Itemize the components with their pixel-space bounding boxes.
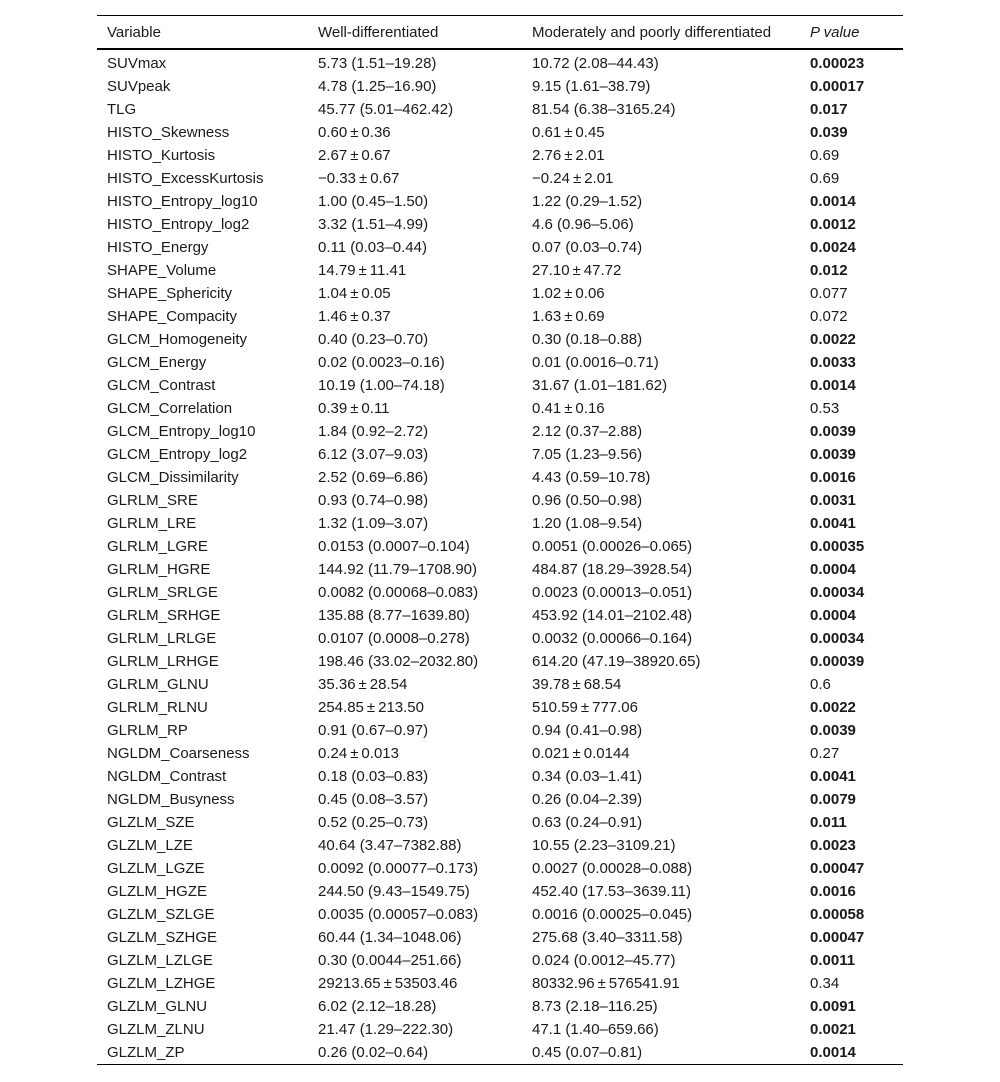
table-row xyxy=(97,489,903,512)
table-row xyxy=(97,190,903,213)
cell-well-differentiated: 0.26 (0.02–0.64) xyxy=(318,1041,532,1065)
table-row xyxy=(97,880,903,903)
cell-moderately-poorly-differentiated: 1.02 ± 0.06 xyxy=(532,285,605,302)
cell-variable: GLRLM_GLNU xyxy=(107,676,209,693)
cell-moderately-poorly-differentiated: 0.01 (0.0016–0.71) xyxy=(532,354,659,371)
table-row xyxy=(97,949,903,972)
cell-moderately-poorly-differentiated: 4.6 (0.96–5.06) xyxy=(532,216,634,233)
cell-variable: SHAPE_Volume xyxy=(107,262,217,279)
table-row xyxy=(97,811,903,834)
table-row xyxy=(97,144,903,167)
cell-moderately-poorly-differentiated: 0.0027 (0.00028–0.088) xyxy=(532,860,693,877)
cell-variable: GLRLM_RP xyxy=(107,722,188,739)
table-row xyxy=(97,834,903,857)
cell-moderately-poorly-differentiated: 10.55 (2.23–3109.21) xyxy=(532,837,676,854)
cell-p-value: 0.00039 xyxy=(810,653,865,670)
cell-moderately-poorly-differentiated: 0.021 ± 0.0144 xyxy=(532,745,630,762)
cell-variable: GLZLM_ZP xyxy=(97,1041,318,1065)
table-row xyxy=(97,282,903,305)
table-row xyxy=(97,466,903,489)
table-row xyxy=(97,420,903,443)
table-header xyxy=(97,16,903,50)
cell-p-value: 0.00058 xyxy=(810,906,865,923)
cell-p-value: 0.0021 xyxy=(810,1021,856,1038)
cell-p-value: 0.0079 xyxy=(810,791,856,808)
cell-p-value: 0.6 xyxy=(810,676,831,693)
cell-moderately-poorly-differentiated: 0.024 (0.0012–45.77) xyxy=(532,952,676,969)
cell-variable: GLCM_Dissimilarity xyxy=(107,469,239,486)
table-row xyxy=(97,351,903,374)
table-row xyxy=(97,972,903,995)
table-row xyxy=(97,581,903,604)
cell-well-differentiated: 135.88 (8.77–1639.80) xyxy=(318,607,470,624)
cell-p-value: 0.039 xyxy=(810,124,848,141)
cell-p-value: 0.27 xyxy=(810,745,840,762)
cell-moderately-poorly-differentiated: 275.68 (3.40–3311.58) xyxy=(532,929,683,946)
cell-moderately-poorly-differentiated: 510.59 ± 777.06 xyxy=(532,699,638,716)
cell-moderately-poorly-differentiated: 0.0032 (0.00066–0.164) xyxy=(532,630,693,647)
table-row xyxy=(97,75,903,98)
table-row xyxy=(97,1018,903,1041)
cell-p-value: 0.00034 xyxy=(810,630,865,647)
cell-moderately-poorly-differentiated: 8.73 (2.18–116.25) xyxy=(532,998,658,1015)
cell-variable: GLRLM_SRHGE xyxy=(107,607,221,624)
cell-moderately-poorly-differentiated: 1.22 (0.29–1.52) xyxy=(532,193,643,210)
cell-well-differentiated: 1.46 ± 0.37 xyxy=(318,308,391,325)
cell-well-differentiated: 35.36 ± 28.54 xyxy=(318,676,408,693)
cell-variable: GLRLM_LGRE xyxy=(107,538,208,555)
cell-variable: GLZLM_GLNU xyxy=(107,998,208,1015)
cell-moderately-poorly-differentiated: 4.43 (0.59–10.78) xyxy=(532,469,651,486)
cell-p-value: 0.0024 xyxy=(810,239,856,256)
cell-p-value: 0.072 xyxy=(810,308,848,325)
cell-p-value: 0.69 xyxy=(810,170,840,187)
table-row xyxy=(97,167,903,190)
cell-p-value: 0.0011 xyxy=(810,952,856,969)
cell-well-differentiated: 244.50 (9.43–1549.75) xyxy=(318,883,470,900)
cell-well-differentiated: 21.47 (1.29–222.30) xyxy=(318,1021,454,1038)
cell-p-value: 0.53 xyxy=(810,400,840,417)
cell-variable: GLZLM_SZHGE xyxy=(107,929,218,946)
cell-well-differentiated: 1.04 ± 0.05 xyxy=(318,285,391,302)
cell-p-value: 0.00017 xyxy=(810,78,865,95)
table-row xyxy=(97,236,903,259)
cell-variable: GLCM_Contrast xyxy=(107,377,216,394)
cell-moderately-poorly-differentiated: 0.26 (0.04–2.39) xyxy=(532,791,643,808)
table-row xyxy=(97,374,903,397)
cell-well-differentiated: 6.12 (3.07–9.03) xyxy=(318,446,429,463)
cell-p-value: 0.017 xyxy=(810,101,848,118)
table-row xyxy=(97,328,903,351)
cell-p-value: 0.0041 xyxy=(810,768,856,785)
cell-moderately-poorly-differentiated: 0.30 (0.18–0.88) xyxy=(532,331,643,348)
table-row xyxy=(97,673,903,696)
cell-well-differentiated: 1.84 (0.92–2.72) xyxy=(318,423,429,440)
cell-p-value: 0.0023 xyxy=(810,837,856,854)
cell-variable: GLRLM_LRHGE xyxy=(107,653,219,670)
cell-moderately-poorly-differentiated: 1.63 ± 0.69 xyxy=(532,308,605,325)
cell-variable: SUVpeak xyxy=(107,78,171,95)
table-row xyxy=(97,926,903,949)
cell-variable: SHAPE_Sphericity xyxy=(107,285,233,302)
cell-moderately-poorly-differentiated: 453.92 (14.01–2102.48) xyxy=(532,607,693,624)
table-row xyxy=(97,650,903,673)
cell-variable: HISTO_Entropy_log10 xyxy=(107,193,258,210)
cell-moderately-poorly-differentiated: 0.0023 (0.00013–0.051) xyxy=(532,584,693,601)
cell-p-value: 0.0012 xyxy=(810,216,856,233)
cell-variable: GLCM_Correlation xyxy=(107,400,233,417)
cell-p-value: 0.077 xyxy=(810,285,848,302)
cell-p-value: 0.00035 xyxy=(810,538,865,555)
cell-variable: GLRLM_RLNU xyxy=(107,699,208,716)
table-row xyxy=(97,627,903,650)
table-row xyxy=(97,558,903,581)
table-row xyxy=(97,213,903,236)
cell-variable: GLRLM_SRE xyxy=(107,492,198,509)
cell-well-differentiated: 3.32 (1.51–4.99) xyxy=(318,216,429,233)
header-variable: Variable xyxy=(97,16,318,50)
cell-well-differentiated: 14.79 ± 11.41 xyxy=(318,262,407,279)
cell-well-differentiated: 0.39 ± 0.11 xyxy=(318,400,390,417)
cell-p-value: 0.00047 xyxy=(810,929,865,946)
cell-variable: GLRLM_LRLGE xyxy=(107,630,217,647)
cell-well-differentiated: 5.73 (1.51–19.28) xyxy=(318,55,437,72)
cell-moderately-poorly-differentiated: 0.94 (0.41–0.98) xyxy=(532,722,643,739)
cell-p-value: 0.00047 xyxy=(810,860,865,877)
cell-variable: GLRLM_LRE xyxy=(107,515,197,532)
cell-moderately-poorly-differentiated: 2.76 ± 2.01 xyxy=(532,147,605,164)
header-p-value: P value xyxy=(810,16,903,50)
cell-moderately-poorly-differentiated: 7.05 (1.23–9.56) xyxy=(532,446,643,463)
cell-moderately-poorly-differentiated: 0.63 (0.24–0.91) xyxy=(532,814,643,831)
cell-moderately-poorly-differentiated: 47.1 (1.40–659.66) xyxy=(532,1021,659,1038)
cell-variable: SUVmax xyxy=(107,55,167,72)
cell-well-differentiated: 1.00 (0.45–1.50) xyxy=(318,193,429,210)
cell-variable: HISTO_Energy xyxy=(107,239,209,256)
cell-p-value: 0.0016 xyxy=(810,469,856,486)
cell-p-value: 0.012 xyxy=(810,262,848,279)
cell-well-differentiated: 0.0153 (0.0007–0.104) xyxy=(318,538,470,555)
cell-p-value: 0.0033 xyxy=(810,354,856,371)
cell-moderately-poorly-differentiated: 9.15 (1.61–38.79) xyxy=(532,78,651,95)
cell-p-value: 0.0031 xyxy=(810,492,856,509)
cell-variable: NGLDM_Busyness xyxy=(107,791,235,808)
cell-variable: GLCM_Entropy_log10 xyxy=(107,423,256,440)
cell-p-value: 0.0039 xyxy=(810,446,856,463)
cell-variable: GLRLM_SRLGE xyxy=(107,584,218,601)
cell-well-differentiated: 0.45 (0.08–3.57) xyxy=(318,791,429,808)
cell-variable: NGLDM_Contrast xyxy=(107,768,227,785)
cell-moderately-poorly-differentiated: 484.87 (18.29–3928.54) xyxy=(532,561,693,578)
cell-variable: SHAPE_Compacity xyxy=(107,308,238,325)
table-row xyxy=(97,857,903,880)
cell-variable: NGLDM_Coarseness xyxy=(107,745,250,762)
table-row xyxy=(97,719,903,742)
cell-well-differentiated: 254.85 ± 213.50 xyxy=(318,699,424,716)
cell-well-differentiated: 45.77 (5.01–462.42) xyxy=(318,101,454,118)
cell-moderately-poorly-differentiated: 80332.96 ± 576541.91 xyxy=(532,975,680,992)
cell-well-differentiated: 0.0092 (0.00077–0.173) xyxy=(318,860,479,877)
cell-p-value: 0.0022 xyxy=(810,699,856,716)
table-row xyxy=(97,788,903,811)
cell-moderately-poorly-differentiated: 0.41 ± 0.16 xyxy=(532,400,605,417)
table-row xyxy=(97,604,903,627)
cell-variable: GLZLM_LZE xyxy=(107,837,193,854)
cell-well-differentiated: 4.78 (1.25–16.90) xyxy=(318,78,437,95)
cell-moderately-poorly-differentiated: 0.96 (0.50–0.98) xyxy=(532,492,643,509)
cell-p-value: 0.011 xyxy=(810,814,847,831)
cell-well-differentiated: 29213.65 ± 53503.46 xyxy=(318,975,458,992)
cell-p-value: 0.69 xyxy=(810,147,840,164)
cell-well-differentiated: 0.91 (0.67–0.97) xyxy=(318,722,429,739)
cell-p-value: 0.0004 xyxy=(810,561,856,578)
cell-moderately-poorly-differentiated: 0.45 (0.07–0.81) xyxy=(532,1041,810,1065)
cell-well-differentiated: 60.44 (1.34–1048.06) xyxy=(318,929,462,946)
cell-variable: GLCM_Entropy_log2 xyxy=(107,446,248,463)
table-row xyxy=(97,121,903,144)
cell-well-differentiated: 0.60 ± 0.36 xyxy=(318,124,391,141)
cell-well-differentiated: 198.46 (33.02–2032.80) xyxy=(318,653,479,670)
cell-well-differentiated: 0.18 (0.03–0.83) xyxy=(318,768,429,785)
cell-well-differentiated: 0.40 (0.23–0.70) xyxy=(318,331,429,348)
cell-well-differentiated: 2.67 ± 0.67 xyxy=(318,147,391,164)
cell-variable: GLCM_Energy xyxy=(107,354,207,371)
cell-moderately-poorly-differentiated: 39.78 ± 68.54 xyxy=(532,676,622,693)
results-table xyxy=(97,15,903,1065)
cell-p-value: 0.0014 xyxy=(810,377,856,394)
table-row xyxy=(97,1041,903,1065)
cell-variable: GLZLM_SZLGE xyxy=(107,906,215,923)
cell-moderately-poorly-differentiated: 0.0051 (0.00026–0.065) xyxy=(532,538,693,555)
cell-p-value: 0.0014 xyxy=(810,193,856,210)
cell-variable: HISTO_Kurtosis xyxy=(107,147,216,164)
cell-variable: GLZLM_LZLGE xyxy=(107,952,213,969)
cell-well-differentiated: 2.52 (0.69–6.86) xyxy=(318,469,429,486)
cell-moderately-poorly-differentiated: 0.07 (0.03–0.74) xyxy=(532,239,643,256)
cell-variable: HISTO_ExcessKurtosis xyxy=(107,170,264,187)
cell-moderately-poorly-differentiated: 31.67 (1.01–181.62) xyxy=(532,377,668,394)
cell-well-differentiated: 0.52 (0.25–0.73) xyxy=(318,814,429,831)
cell-moderately-poorly-differentiated: 1.20 (1.08–9.54) xyxy=(532,515,643,532)
cell-p-value: 0.34 xyxy=(810,975,840,992)
table-body xyxy=(97,49,903,1065)
cell-variable: GLZLM_ZLNU xyxy=(107,1021,205,1038)
cell-moderately-poorly-differentiated: 27.10 ± 47.72 xyxy=(532,262,622,279)
table-row xyxy=(97,49,903,75)
cell-variable: GLZLM_HGZE xyxy=(107,883,208,900)
cell-moderately-poorly-differentiated: 0.34 (0.03–1.41) xyxy=(532,768,643,785)
cell-p-value: 0.0014 xyxy=(810,1041,903,1065)
table-row xyxy=(97,765,903,788)
cell-well-differentiated: 0.93 (0.74–0.98) xyxy=(318,492,429,509)
cell-variable: GLZLM_LZHGE xyxy=(107,975,216,992)
cell-well-differentiated: 1.32 (1.09–3.07) xyxy=(318,515,429,532)
table-row xyxy=(97,512,903,535)
cell-well-differentiated: 0.02 (0.0023–0.16) xyxy=(318,354,445,371)
cell-moderately-poorly-differentiated: 0.61 ± 0.45 xyxy=(532,124,605,141)
cell-p-value: 0.00034 xyxy=(810,584,865,601)
cell-well-differentiated: 0.30 (0.0044–251.66) xyxy=(318,952,462,969)
header-moderately-poorly-differentiated: Moderately and poorly differentiated xyxy=(532,16,810,50)
cell-variable: HISTO_Skewness xyxy=(107,124,230,141)
cell-variable: GLZLM_SZE xyxy=(107,814,195,831)
header-well-differentiated: Well-differentiated xyxy=(318,16,532,50)
data-table-container xyxy=(97,15,903,1065)
cell-well-differentiated: 0.24 ± 0.013 xyxy=(318,745,399,762)
cell-p-value: 0.0039 xyxy=(810,423,856,440)
cell-well-differentiated: 0.0035 (0.00057–0.083) xyxy=(318,906,479,923)
cell-well-differentiated: 10.19 (1.00–74.18) xyxy=(318,377,445,394)
cell-moderately-poorly-differentiated: −0.24 ± 2.01 xyxy=(532,170,614,187)
cell-well-differentiated: 6.02 (2.12–18.28) xyxy=(318,998,437,1015)
cell-well-differentiated: 0.0082 (0.00068–0.083) xyxy=(318,584,479,601)
table-row xyxy=(97,535,903,558)
table-row xyxy=(97,259,903,282)
cell-variable: HISTO_Entropy_log2 xyxy=(107,216,250,233)
cell-well-differentiated: 144.92 (11.79–1708.90) xyxy=(318,561,478,578)
cell-moderately-poorly-differentiated: 81.54 (6.38–3165.24) xyxy=(532,101,676,118)
cell-moderately-poorly-differentiated: 2.12 (0.37–2.88) xyxy=(532,423,643,440)
cell-p-value: 0.0016 xyxy=(810,883,856,900)
cell-moderately-poorly-differentiated: 614.20 (47.19–38920.65) xyxy=(532,653,701,670)
table-row xyxy=(97,903,903,926)
cell-p-value: 0.0004 xyxy=(810,607,856,624)
cell-moderately-poorly-differentiated: 10.72 (2.08–44.43) xyxy=(532,55,659,72)
cell-well-differentiated: 0.11 (0.03–0.44) xyxy=(318,239,427,256)
table-row xyxy=(97,98,903,121)
cell-moderately-poorly-differentiated: 452.40 (17.53–3639.11) xyxy=(532,883,692,900)
cell-p-value: 0.0022 xyxy=(810,331,856,348)
cell-p-value: 0.0039 xyxy=(810,722,856,739)
cell-well-differentiated: 40.64 (3.47–7382.88) xyxy=(318,837,462,854)
table-row xyxy=(97,995,903,1018)
table-row xyxy=(97,696,903,719)
cell-well-differentiated: 0.0107 (0.0008–0.278) xyxy=(318,630,470,647)
cell-variable: GLZLM_LGZE xyxy=(107,860,205,877)
cell-p-value: 0.00023 xyxy=(810,55,865,72)
table-row xyxy=(97,397,903,420)
header-row xyxy=(97,16,903,50)
cell-well-differentiated: −0.33 ± 0.67 xyxy=(318,170,400,187)
cell-variable: GLRLM_HGRE xyxy=(107,561,211,578)
cell-moderately-poorly-differentiated: 0.0016 (0.00025–0.045) xyxy=(532,906,693,923)
cell-variable: GLCM_Homogeneity xyxy=(107,331,248,348)
table-row xyxy=(97,305,903,328)
cell-variable: TLG xyxy=(107,101,137,118)
cell-p-value: 0.0091 xyxy=(810,998,856,1015)
table-row xyxy=(97,443,903,466)
cell-p-value: 0.0041 xyxy=(810,515,856,532)
table-row xyxy=(97,742,903,765)
